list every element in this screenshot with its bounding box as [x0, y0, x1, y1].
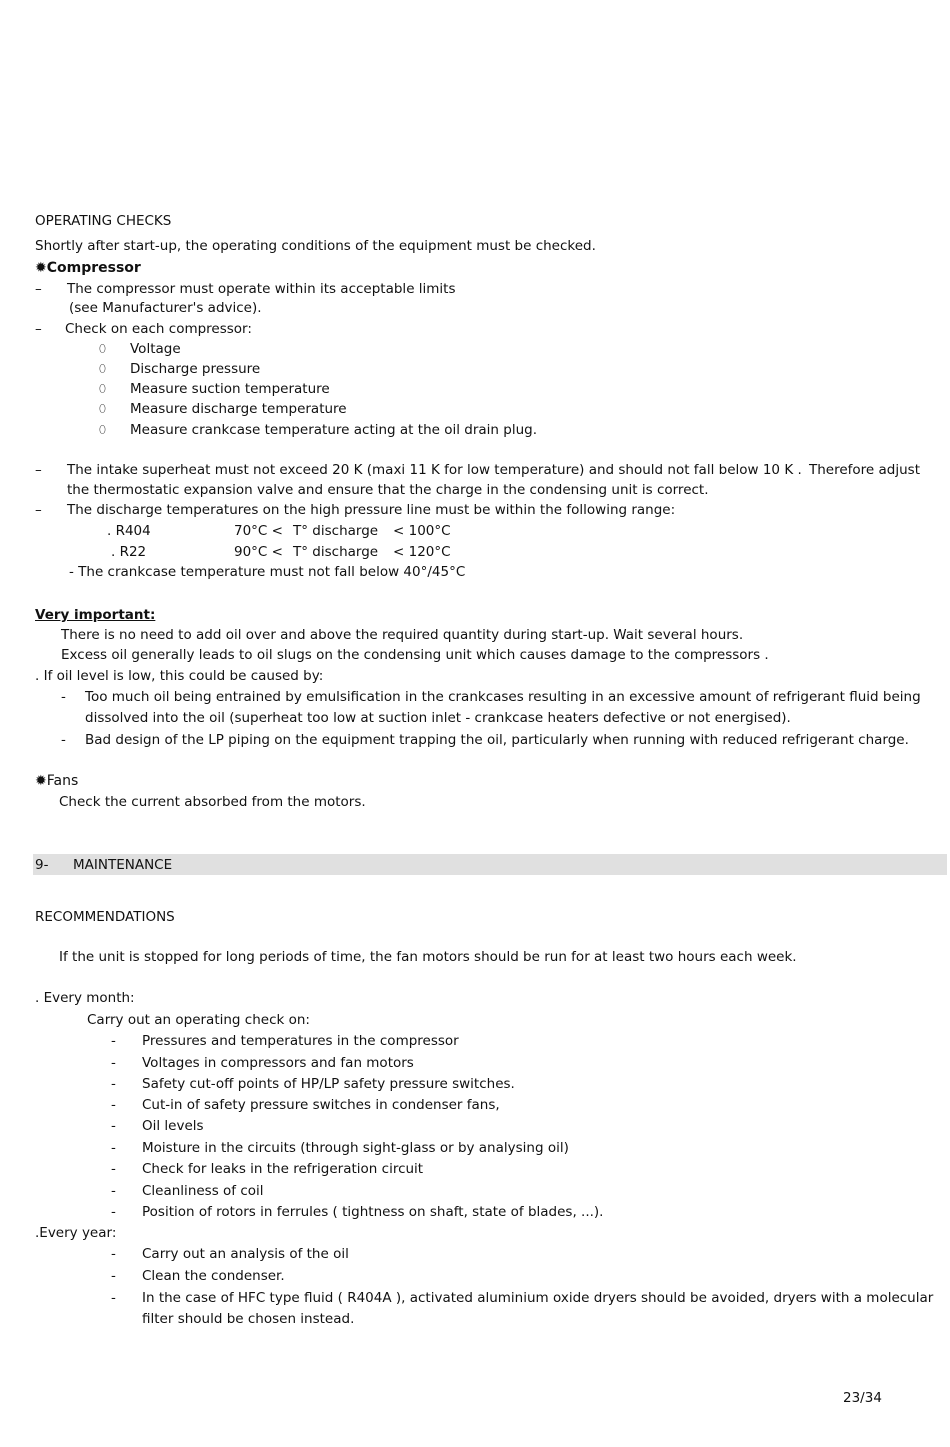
- dot-icon: ⬯: [99, 382, 106, 395]
- asterisk-icon: ✹: [35, 773, 47, 789]
- low-oil-line: . If oil level is low, this could be caused by:: [35, 668, 324, 684]
- list-item: In the case of HFC type fluid ( R404A ), activated aluminium oxide dryers should be avoided, dryers with a molecular: [142, 1290, 934, 1306]
- list-item: Position of rotors in ferrules ( tightness on shaft, state of blades, ...).: [142, 1204, 604, 1220]
- dot-icon: ⬯: [99, 362, 106, 375]
- list-item: Pressures and temperatures in the compressor: [142, 1033, 459, 1049]
- dash-marker: -: [111, 1076, 116, 1092]
- fans-heading: ✹Fans: [35, 773, 79, 789]
- asterisk-icon: ✹: [35, 260, 47, 276]
- operating-checks-intro: Shortly after start-up, the operating conditions of the equipment must be checked.: [35, 238, 596, 254]
- dash-marker: -: [111, 1140, 116, 1156]
- fluid-cell: . R404: [107, 523, 151, 539]
- list-item: Clean the condenser.: [142, 1268, 285, 1284]
- dash-marker: -: [111, 1161, 116, 1177]
- dash-marker: -: [111, 1183, 116, 1199]
- cause-2: Bad design of the LP piping on the equipment trapping the oil, particularly when running with reduced refrigerant charge.: [85, 732, 909, 748]
- compressor-heading: ✹Compressor: [35, 260, 141, 276]
- dash-marker: -: [111, 1033, 116, 1049]
- dash-marker: –: [35, 502, 42, 518]
- list-item-continuation: filter should be chosen instead.: [142, 1311, 355, 1327]
- crankcase-line: - The crankcase temperature must not fall below 40°/45°C: [69, 564, 466, 580]
- important-line-2: Excess oil generally leads to oil slugs on the condensing unit which causes damage to the compressors .: [61, 647, 769, 663]
- list-item: Discharge pressure: [130, 361, 261, 377]
- monthly-heading: . Every month:: [35, 990, 135, 1006]
- list-item: Voltages in compressors and fan motors: [142, 1055, 414, 1071]
- dash-marker: -: [61, 689, 66, 705]
- superheat-line-2: the thermostatic expansion valve and ensure that the charge in the condensing unit is correct.: [67, 482, 709, 498]
- dash-marker: -: [111, 1204, 116, 1220]
- list-item: Measure discharge temperature: [130, 401, 347, 417]
- fluid-cell: . R22: [111, 544, 147, 560]
- list-item: Measure crankcase temperature acting at the oil drain plug.: [130, 422, 537, 438]
- dash-marker: -: [111, 1246, 116, 1262]
- operating-checks-title: OPERATING CHECKS: [35, 213, 172, 229]
- check-each-line: Check on each compressor:: [65, 321, 252, 337]
- recommendations-intro: If the unit is stopped for long periods of time, the fan motors should be run for at least two hours each week.: [59, 949, 797, 965]
- dash-marker: –: [35, 462, 42, 478]
- list-item: Check for leaks in the refrigeration circuit: [142, 1161, 424, 1177]
- list-item: Safety cut-off points of HP/LP safety pressure switches.: [142, 1076, 515, 1092]
- dash-marker: –: [35, 281, 42, 297]
- list-item: Cleanliness of coil: [142, 1183, 264, 1199]
- list-item: Cut-in of safety pressure switches in condenser fans,: [142, 1097, 500, 1113]
- manufacturer-advice-line: (see Manufacturer's advice).: [69, 300, 262, 316]
- list-item: Carry out an analysis of the oil: [142, 1246, 349, 1262]
- very-important-heading: Very important:: [35, 607, 156, 623]
- list-item: Moisture in the circuits (through sight-glass or by analysing oil): [142, 1140, 569, 1156]
- dash-marker: -: [111, 1055, 116, 1071]
- discharge-line: The discharge temperatures on the high pressure line must be within the following range:: [67, 502, 676, 518]
- dash-marker: -: [111, 1290, 116, 1306]
- high-cell: < 100°C: [393, 523, 451, 539]
- monthly-intro: Carry out an operating check on:: [87, 1012, 310, 1028]
- recommendations-title: RECOMMENDATIONS: [35, 909, 175, 925]
- important-line-1: There is no need to add oil over and above the required quantity during start-up. Wait several hours.: [61, 627, 744, 643]
- dash-marker: -: [61, 732, 66, 748]
- dot-icon: ⬯: [99, 423, 106, 436]
- compressor-limit-line: The compressor must operate within its acceptable limits: [67, 281, 456, 297]
- yearly-heading: .Every year:: [35, 1225, 117, 1241]
- mid-cell: T° discharge: [293, 544, 379, 560]
- mid-cell: T° discharge: [293, 523, 379, 539]
- list-item: Voltage: [130, 341, 181, 357]
- superheat-line-end: Therefore adjust: [809, 462, 921, 478]
- low-cell: 70°C <: [234, 523, 283, 539]
- cause-1b: dissolved into the oil (superheat too low at suction inlet - crankcase heaters defective or not energised).: [85, 710, 791, 726]
- list-item: Oil levels: [142, 1118, 204, 1134]
- dash-marker: –: [35, 321, 42, 337]
- section-title: MAINTENANCE: [73, 857, 173, 873]
- superheat-line: The intake superheat must not exceed 20 K (maxi 11 K for low temperature) and should not fall below 10 K .: [67, 462, 802, 478]
- list-item: Measure suction temperature: [130, 381, 330, 397]
- high-cell: < 120°C: [393, 544, 451, 560]
- low-cell: 90°C <: [234, 544, 283, 560]
- cause-1a: Too much oil being entrained by emulsification in the crankcases resulting in an excessive amount of refrigerant fluid being: [85, 689, 921, 705]
- section-number: 9-: [35, 857, 49, 873]
- page-number: 23/34: [843, 1390, 882, 1406]
- fans-text: Check the current absorbed from the motors.: [59, 794, 366, 810]
- dash-marker: -: [111, 1097, 116, 1113]
- dot-icon: ⬯: [99, 402, 106, 415]
- dot-icon: ⬯: [99, 342, 106, 355]
- dash-marker: -: [111, 1268, 116, 1284]
- dash-marker: -: [111, 1118, 116, 1134]
